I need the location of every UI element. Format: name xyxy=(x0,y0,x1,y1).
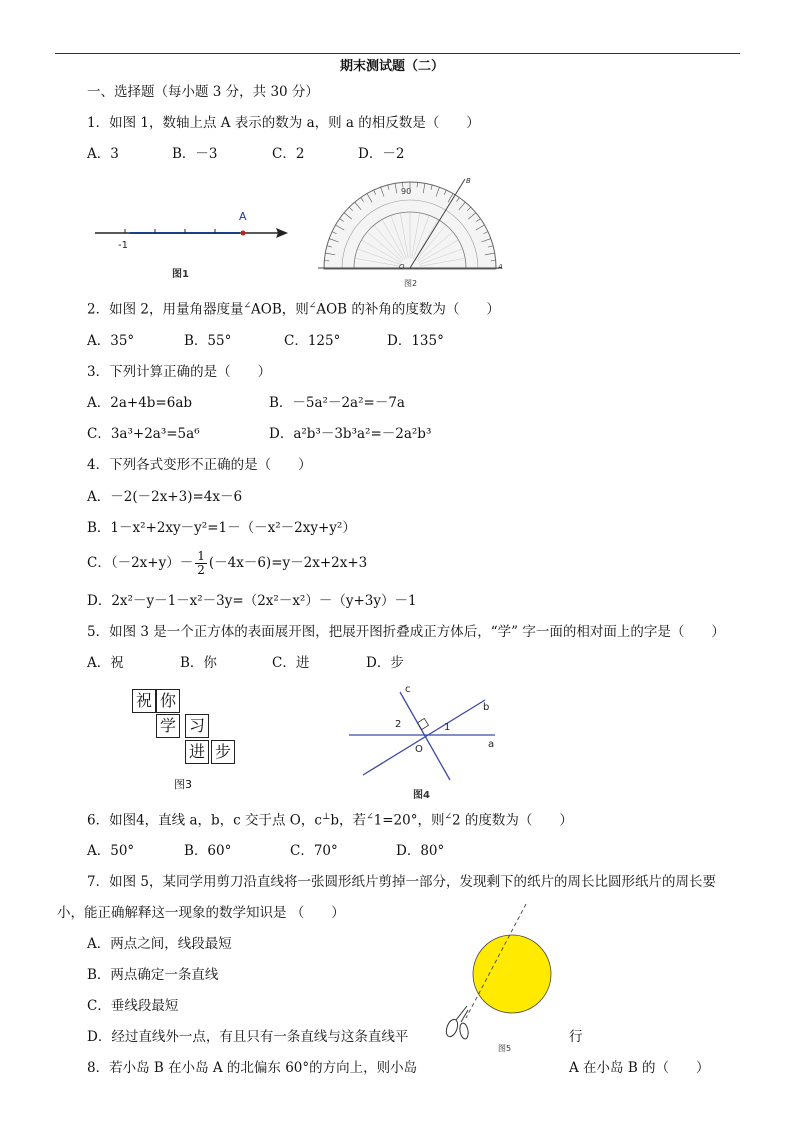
q1-stem: 1．如图 1，数轴上点 A 表示的数为 a，则 a 的相反数是（ ） xyxy=(87,115,480,131)
q8-stem-a: 8．若小岛 B 在小岛 A 的北偏东 60°的方向上，则小岛 xyxy=(87,1060,418,1076)
net-cell-zhu: 祝 xyxy=(132,689,156,713)
figure-4-lines xyxy=(345,680,515,800)
net-cell-xi: 习 xyxy=(185,714,209,738)
q5-option-d: D．步 xyxy=(366,655,404,671)
q2-angle-1: AOB xyxy=(251,301,282,318)
q4-option-d: D．2x²－y－1－x²－3y=（2x²－x²）－（y+3y）－1 xyxy=(87,593,417,609)
q6-option-a: A．50° xyxy=(87,843,135,859)
figure-1-caption: 图1 xyxy=(172,269,189,280)
q6-stem: 6．如图4，直线 a，b，c 交于点 O，c⊥b，若∠1=20°，则∠2 的度数为（ ） xyxy=(87,812,573,829)
line-c-label: c xyxy=(405,684,411,695)
line-b-label: b xyxy=(483,702,490,713)
figure-5-circle xyxy=(430,900,570,1060)
q2-angle-2: AOB xyxy=(316,301,348,318)
q2-option-b: B．55° xyxy=(184,333,232,349)
q2-stem-b: ，则 xyxy=(281,301,309,318)
q2-option-a: A．35° xyxy=(87,333,135,349)
q6-stem-d: 2 的度数为（ ） xyxy=(452,812,573,829)
point-a-label: A xyxy=(239,210,247,223)
q3-option-d: D．a²b³－3b³a²=－2a²b³ xyxy=(269,426,432,442)
q7-option-c: C．垂线段最短 xyxy=(87,998,179,1014)
q2-stem-a: 2．如图 2，用量角器度量 xyxy=(87,301,244,318)
q5-option-b: B．你 xyxy=(180,655,217,671)
q1-option-a: A．3 xyxy=(87,146,119,162)
q3-stem: 3．下列计算正确的是（ ） xyxy=(87,364,272,380)
q2-stem: 2．如图 2，用量角器度量∠AOB，则∠AOB 的补角的度数为（ ） xyxy=(87,301,500,318)
label-b: B xyxy=(466,177,471,185)
q6-stem-a: 6．如图4，直线 a，b，c 交于点 O，c xyxy=(87,812,322,829)
point-o-label: O xyxy=(415,744,423,755)
net-cell-xue: 学 xyxy=(156,714,180,738)
net-cell-bu: 步 xyxy=(211,740,235,764)
figure-5-caption: 图5 xyxy=(498,1044,512,1053)
q1-option-d: D．－2 xyxy=(358,146,405,162)
perp-symbol: ⊥ xyxy=(321,812,331,822)
line-a-label: a xyxy=(488,739,495,750)
angle-2-label: 2 xyxy=(395,719,402,730)
mark-90-label: 90 xyxy=(401,187,412,196)
q1-option-c: C．2 xyxy=(272,146,305,162)
q2-stem-c: 的补角的度数为（ ） xyxy=(347,301,500,318)
q4-option-a: A．－2(－2x+3)=4x－6 xyxy=(87,489,243,505)
label-a: A xyxy=(498,263,503,271)
q5-option-c: C．进 xyxy=(272,655,310,671)
tick-label-neg1: -1 xyxy=(118,240,128,251)
net-cell-ni: 你 xyxy=(156,689,180,713)
label-o: O xyxy=(399,263,405,271)
scissors-icon xyxy=(444,1006,469,1040)
q3-option-b: B．－5a²－2a²=－7a xyxy=(269,395,405,411)
q6-stem-b: b，若 xyxy=(330,812,367,829)
q6-option-d: D．80° xyxy=(396,843,445,859)
fraction-one-half: $\frac{1}{2}$ xyxy=(197,549,205,577)
q2-option-c: C．125° xyxy=(284,333,341,349)
q4-stem: 4．下列各式变形不正确的是（ ） xyxy=(87,457,312,473)
figure-1-number-line xyxy=(90,205,300,285)
section-heading: 一、选择题（每小题 3 分，共 30 分） xyxy=(87,84,319,100)
q4-option-c xyxy=(87,550,367,577)
q4-option-b: B．1－x²+2xy－y²=1－（－x²－2xy+y²） xyxy=(87,520,356,536)
figure-2-protractor xyxy=(316,176,506,291)
q6-stem-c: 1=20°，则 xyxy=(373,812,445,829)
q7-option-b: B．两点确定一条直线 xyxy=(87,967,219,983)
q3-option-c: C．3a³+2a³=5a⁶ xyxy=(87,426,200,442)
q6-option-c: C．70° xyxy=(290,843,338,859)
paper-circle xyxy=(473,935,551,1013)
figure-4-caption: 图4 xyxy=(413,790,430,801)
q3-option-a: A．2a+4b=6ab xyxy=(87,395,193,411)
q2-option-d: D．135° xyxy=(387,333,444,349)
figure-2-caption: 图2 xyxy=(404,279,418,288)
point-a-marker xyxy=(241,231,246,236)
q5-option-a: A．祝 xyxy=(87,655,124,671)
q7-option-a: A．两点之间，线段最短 xyxy=(87,936,232,952)
q4-option-c-pre: C．（－2x+y）－ xyxy=(87,554,194,571)
figure-3-caption: 图3 xyxy=(174,778,192,791)
q7-option-d: D．经过直线外一点，有且只有一条直线与这条直线平 xyxy=(87,1029,409,1045)
header-rule xyxy=(55,53,740,54)
angle-1-label: 1 xyxy=(444,722,451,733)
q6-option-b: B．60° xyxy=(184,843,232,859)
q4-option-c-post: (－4x－6)=y－2x+2x+3 xyxy=(208,554,368,571)
q7-line-1: 7．如图 5，某同学用剪刀沿直线将一张圆形纸片剪掉一部分，发现剩下的纸片的周长比圆形纸片的周长要 xyxy=(87,874,716,890)
net-cell-jin: 进 xyxy=(185,740,209,764)
q8-stem-b: A 在小岛 B 的（ ） xyxy=(569,1060,710,1076)
q5-stem: 5．如图 3 是一个正方体的表面展开图，把展开图折叠成正方体后，“学” 字一面的相对面上的字是（ ） xyxy=(87,624,725,640)
q7-option-d-tail: 行 xyxy=(569,1029,583,1045)
q7-line-2: 小，能正确解释这一现象的数学知识是 （ ） xyxy=(57,905,345,921)
page-title: 期末测试题（二） xyxy=(340,59,445,74)
q1-option-b: B．－3 xyxy=(172,146,218,162)
